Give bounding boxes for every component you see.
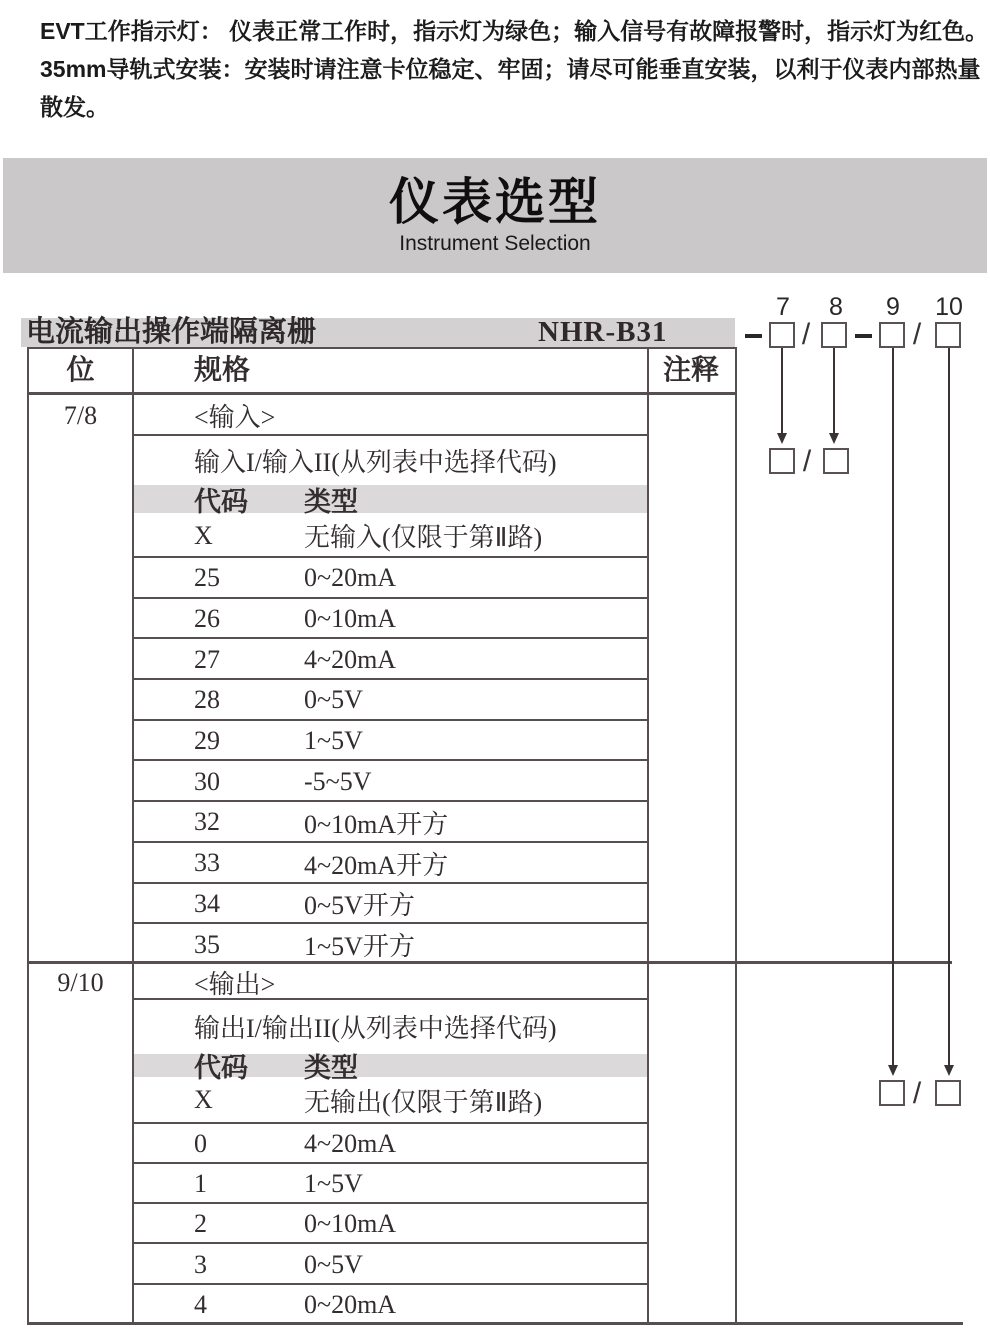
output-code-box-1	[879, 1080, 905, 1106]
position-cell	[29, 436, 132, 485]
code-row	[29, 639, 735, 680]
code-value: 28	[194, 685, 220, 715]
type-value: 4~20mA	[304, 644, 397, 674]
note-cell	[647, 680, 735, 721]
type-value: -5~5V	[304, 766, 372, 796]
spec-cell	[132, 802, 647, 843]
type-value: 0~10mA开方	[304, 809, 449, 839]
arrow-head-10-icon	[944, 1065, 954, 1076]
slash-separator: /	[801, 318, 811, 351]
code-value: X	[194, 1085, 213, 1115]
column-divider-spec-note	[647, 349, 649, 1322]
position-cell	[29, 884, 132, 925]
type-value: 4~20mA开方	[304, 850, 449, 880]
arrow-head-8-icon	[829, 433, 839, 444]
position-cell	[29, 599, 132, 640]
note-cell	[647, 1164, 735, 1204]
note-cell	[647, 558, 735, 599]
type-value: 0~10mA	[304, 1209, 397, 1239]
spec-cell	[132, 761, 647, 802]
section-intro-row	[29, 965, 735, 1000]
section-divider-line	[27, 961, 952, 964]
spec-cell	[132, 843, 647, 884]
digit-label-10: 10	[935, 293, 963, 321]
arrow-line-7	[781, 348, 783, 433]
code-value: 3	[194, 1249, 207, 1279]
note-cell	[647, 1124, 735, 1164]
code-value: 0	[194, 1128, 207, 1158]
position-cell	[29, 395, 132, 436]
note-cell	[647, 843, 735, 884]
code-box-10	[935, 322, 961, 348]
type-value: 无输入(仅限于第Ⅱ路)	[304, 523, 543, 552]
type-value: 类型	[304, 486, 358, 517]
banner-title: 仪表选型	[389, 174, 601, 230]
position-cell	[29, 721, 132, 762]
arrow-line-9	[892, 348, 894, 1065]
note-cell	[647, 1285, 735, 1325]
spec-cell	[132, 965, 647, 1000]
table-header-row	[29, 349, 735, 395]
position-value: 7/8	[63, 401, 98, 430]
spec-cell	[132, 884, 647, 925]
position-cell	[29, 965, 132, 1000]
code-value: 1	[194, 1169, 207, 1199]
type-value: 1~5V	[304, 1169, 363, 1199]
type-value: 0~5V开方	[304, 891, 415, 921]
section-intro-row	[29, 436, 735, 485]
code-value: 4	[194, 1289, 207, 1319]
position-cell	[29, 1124, 132, 1164]
slash-separator: /	[912, 318, 922, 351]
code-value: 32	[194, 807, 220, 837]
spec-cell	[132, 513, 647, 558]
code-row	[29, 1285, 735, 1325]
note-cell	[647, 1244, 735, 1284]
note-cell	[647, 436, 735, 485]
code-value: 30	[194, 766, 220, 796]
header-note: 注释	[662, 355, 719, 386]
spec-cell	[132, 558, 647, 599]
code-row	[29, 1204, 735, 1244]
spec-cell	[132, 485, 647, 517]
note-cell	[647, 513, 735, 558]
code-box-9	[879, 322, 905, 348]
code-box-8	[821, 322, 847, 348]
table-body	[29, 395, 735, 1325]
spec-cell	[132, 1124, 647, 1164]
code-value: 25	[194, 563, 220, 593]
dash-separator	[855, 334, 872, 338]
note-cell	[647, 639, 735, 680]
position-cell	[29, 1054, 132, 1077]
top-notes	[40, 12, 990, 126]
note-evt-indicator: EVT工作指示灯： 仪表正常工作时，指示灯为绿色；输入信号有故障报警时，指示灯为红色。	[40, 18, 989, 44]
note-cell	[647, 1077, 735, 1124]
output-code-box-2	[935, 1080, 961, 1106]
digit-label-7: 7	[776, 293, 790, 321]
spec-cell	[132, 1204, 647, 1244]
position-cell	[29, 639, 132, 680]
header-position: 位	[66, 355, 95, 386]
position-cell	[29, 513, 132, 558]
type-value: 0~20mA	[304, 1289, 397, 1319]
spec-cell	[132, 1164, 647, 1204]
spec-text: 输出I/输出II(从列表中选择代码)	[194, 1014, 557, 1044]
code-header-row	[29, 485, 735, 517]
position-cell	[29, 802, 132, 843]
note-cell	[647, 485, 735, 513]
code-value: X	[194, 520, 213, 550]
section-intro-row	[29, 395, 735, 436]
position-cell	[29, 924, 132, 965]
digit-label-8: 8	[829, 293, 843, 321]
spec-cell	[132, 639, 647, 680]
selection-table	[27, 347, 737, 1322]
code-row	[29, 558, 735, 599]
position-cell	[29, 1077, 132, 1124]
note-cell	[647, 395, 735, 436]
type-value: 0~5V	[304, 685, 363, 715]
position-value: 9/10	[57, 967, 104, 997]
position-cell	[29, 761, 132, 802]
code-header-row	[29, 1052, 735, 1083]
code-box-7	[769, 322, 795, 348]
spec-cell	[132, 924, 647, 965]
note-cell	[647, 965, 735, 1000]
product-name: 电流输出操作端隔离栅	[26, 316, 317, 348]
code-value: 34	[194, 888, 220, 918]
code-row	[29, 924, 735, 965]
product-model: NHR-B31	[538, 316, 668, 348]
spec-text: <输出>	[194, 969, 276, 999]
code-value: 33	[194, 848, 220, 878]
note-cell	[647, 1000, 735, 1054]
position-cell	[29, 680, 132, 721]
code-row	[29, 680, 735, 721]
code-value: 26	[194, 604, 220, 634]
spec-cell	[132, 680, 647, 721]
type-value: 1~5V开方	[304, 932, 415, 962]
code-value: 35	[194, 929, 220, 959]
column-divider-position-spec	[132, 349, 134, 1322]
code-row	[29, 1124, 735, 1164]
type-value: 0~20mA	[304, 563, 397, 593]
position-cell	[29, 558, 132, 599]
note-rail-mounting: 35mm导轨式安装：安装时请注意卡位稳定、牢固；请尽可能垂直安装，以利于仪表内部热量散发。	[40, 56, 981, 120]
note-cell	[647, 924, 735, 965]
code-row	[29, 599, 735, 640]
input-code-box-1	[769, 448, 795, 474]
code-row	[29, 1164, 735, 1204]
code-value: 2	[194, 1209, 207, 1239]
spec-cell	[132, 1077, 647, 1124]
code-row	[29, 884, 735, 925]
note-cell	[647, 884, 735, 925]
note-cell	[647, 721, 735, 762]
position-cell	[29, 1244, 132, 1284]
position-cell	[29, 485, 132, 513]
dash-separator	[745, 334, 762, 338]
code-value: 27	[194, 644, 220, 674]
slash-separator: /	[912, 1077, 922, 1110]
spec-cell	[132, 395, 647, 436]
spec-cell	[132, 436, 647, 485]
spec-cell	[132, 1244, 647, 1284]
type-value: 4~20mA	[304, 1128, 397, 1158]
note-cell	[647, 802, 735, 843]
table-bottom-line	[27, 1322, 963, 1325]
product-title-bar	[21, 318, 735, 347]
code-row	[29, 802, 735, 843]
note-cell	[647, 1054, 735, 1077]
position-cell	[29, 1204, 132, 1244]
spec-cell	[132, 599, 647, 640]
input-code-box-2	[823, 448, 849, 474]
arrow-line-10	[948, 348, 950, 1065]
code-row	[29, 761, 735, 802]
code-row	[29, 1244, 735, 1284]
type-value: 类型	[304, 1052, 358, 1083]
spec-text: <输入>	[194, 403, 276, 432]
code-row	[29, 843, 735, 884]
position-cell	[29, 843, 132, 884]
type-value: 0~5V	[304, 1249, 363, 1279]
code-value: 29	[194, 726, 220, 756]
position-cell	[29, 1164, 132, 1204]
header-spec: 规格	[194, 355, 251, 386]
arrow-head-9-icon	[888, 1065, 898, 1076]
slash-separator: /	[802, 445, 812, 478]
spec-cell	[132, 721, 647, 762]
type-value: 1~5V	[304, 726, 363, 756]
note-cell	[647, 1204, 735, 1244]
code-row	[29, 721, 735, 762]
note-cell	[647, 599, 735, 640]
code-row	[29, 513, 735, 558]
type-value: 无输出(仅限于第Ⅱ路)	[304, 1087, 543, 1117]
spec-cell	[132, 1052, 647, 1083]
type-value: 0~10mA	[304, 604, 397, 634]
code-value: 代码	[194, 1052, 248, 1083]
spec-cell	[132, 1285, 647, 1325]
section-intro-row	[29, 1000, 735, 1054]
arrow-line-8	[833, 348, 835, 433]
arrow-head-7-icon	[777, 433, 787, 444]
digit-label-9: 9	[886, 293, 900, 321]
spec-text: 输入I/输入II(从列表中选择代码)	[194, 448, 557, 477]
note-cell	[647, 761, 735, 802]
code-value: 代码	[194, 486, 248, 517]
banner-subtitle: Instrument Selection	[399, 232, 591, 255]
position-cell	[29, 1285, 132, 1325]
section-banner	[3, 158, 987, 273]
position-cell	[29, 1000, 132, 1054]
code-row	[29, 1077, 735, 1124]
